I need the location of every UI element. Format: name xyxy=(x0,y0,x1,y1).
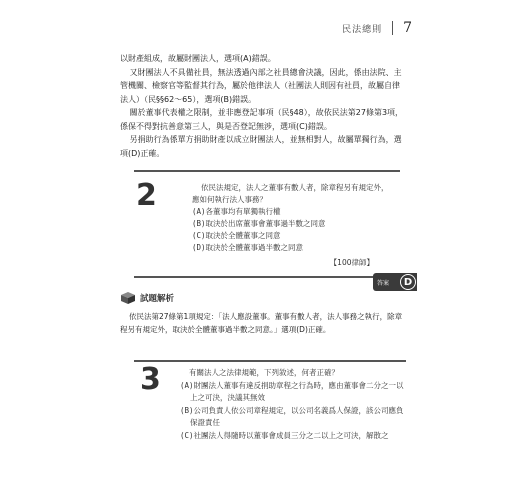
cube-icon xyxy=(120,291,136,305)
option-d: (D)取決於全體董事過半數之同意 xyxy=(192,243,304,252)
question-text xyxy=(192,182,392,254)
question-number: 2 xyxy=(136,178,157,213)
exam-source: 【100律師】 xyxy=(329,258,374,267)
question-stem: 有關法人之法律規範，下列敘述，何者正確？ xyxy=(189,368,339,377)
option-c: (C)取決於全體董事之同意 xyxy=(192,231,281,240)
option-a: (A)財團法人董事有違反捐助章程之行為時，應由董事會二分之一以上之可決，決議其無效 xyxy=(180,380,404,402)
explanation-heading xyxy=(120,291,174,305)
header-divider xyxy=(392,21,393,35)
question-number: 3 xyxy=(140,362,161,397)
question-2-box xyxy=(134,170,400,278)
explanation-paragraph: 依民法第27條第1項規定：「法人應設董事。董事有數人者，法人事務之執行，除章程另有規定外，取決於全體董事過半數之同意。」選項(D)正確。 xyxy=(120,312,403,334)
option-b: (B)取決於出席董事會董事過半數之同意 xyxy=(192,219,326,228)
option-a: (A)各董事均有單獨執行權 xyxy=(192,207,281,216)
page-header xyxy=(342,20,412,36)
explanation-title: 試題解析 xyxy=(140,294,175,304)
intro-paragraph: 又財團法人不具備社員，無法透過內部之社員總會決議，因此，係由法院、主管機關、檢察官等監督其行為，屬於他律法人（社團法人則因有社員，故屬自律法人）（民§§62～65），選項(B)錯誤。 xyxy=(120,67,402,104)
intro-paragraph: 以財產組成，故屬財團法人，選項(A)錯誤。 xyxy=(120,54,276,63)
option-b: (B)公司負責人依公司章程規定，以公司名義爲人保證，該公司應負保證責任 xyxy=(180,405,404,427)
intro-paragraph: 關於董事代表權之限制，並非應登記事項（民§48），故依民法第27條第3項，係保不得對抗善意第三人，與是否登記無涉，選項(C)錯誤。 xyxy=(120,108,404,131)
question-text xyxy=(180,367,404,442)
explanation-body xyxy=(120,310,408,336)
answer-badge xyxy=(373,273,417,291)
answer-label: 答案 xyxy=(377,279,390,287)
intro-paragraph: 另捐助行為係單方捐助財產以成立財團法人，並無相對人，故屬單獨行為，選項(D)正確。 xyxy=(120,135,402,158)
intro-text xyxy=(120,52,405,160)
question-divider xyxy=(134,360,406,362)
question-stem: 依民法規定，法人之董事有數人者，除章程另有規定外，應如何執行法人事務？ xyxy=(192,183,389,204)
option-c: (C)社團法人得隨時以董事會成員三分之二以上之可決，解散之 xyxy=(180,430,389,440)
page-number: 7 xyxy=(403,20,412,36)
answer-letter: D xyxy=(400,274,416,290)
running-title: 民法總則 xyxy=(342,24,383,35)
